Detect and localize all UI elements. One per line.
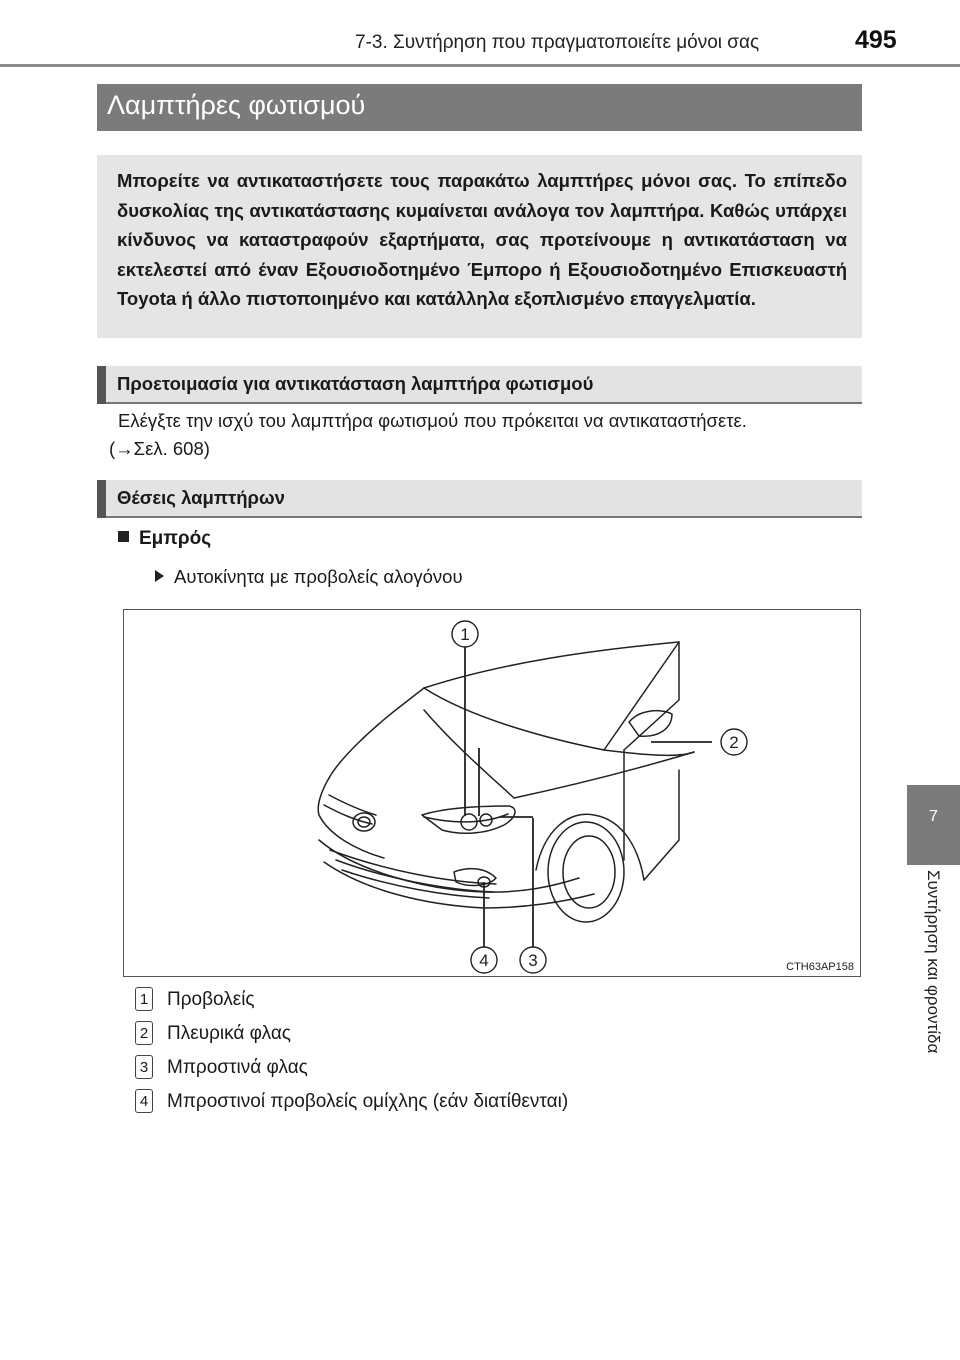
sub-bullet-label: Αυτοκίνητα με προβολείς αλογόνου xyxy=(174,566,463,587)
side-window xyxy=(624,642,679,750)
figure-code: CTH63AP158 xyxy=(786,961,854,973)
preparation-paragraph xyxy=(109,407,863,463)
page-title: Λαμπτήρες φωτισμού xyxy=(107,90,366,120)
legend-label: Μπροστινά φλας xyxy=(167,1057,308,1078)
legend-item xyxy=(135,987,255,1011)
chapter-tab-label xyxy=(921,870,945,1100)
intro-text: Μπορείτε να αντικαταστήσετε τους παρακάτω λαμπτήρες μόνοι σας. Το επίπεδο δυσκολίας της αντικατάστασης κυμαίνεται ανάλογα τον λαμπτήρα. Καθώς υπάρχει κίνδυνος να καταστραφούν εξαρτήματα, σας προτείνουμε η αντικατάσταση να εκτελεστεί από έναν Εξουσιοδοτημένο Έμπορο ή Εξουσιοδοτημένο Επισκευαστή Toyota ή άλλο πιστοποιημένο και κατάλληλα εξοπλισμένο επαγγελματία. xyxy=(117,170,847,309)
square-bullet-icon xyxy=(118,531,129,542)
legend-item xyxy=(135,1021,291,1045)
header-rule xyxy=(0,64,960,67)
section-heading: 7-3. Συντήρηση που πραγματοποιείτε μόνοι σας xyxy=(355,32,760,53)
legend-number: 3 xyxy=(135,1055,153,1079)
car-illustration xyxy=(124,610,859,975)
page-reference: (→Σελ. 608) xyxy=(109,438,210,459)
windshield-frame xyxy=(406,688,424,702)
hood-left-edge xyxy=(329,702,406,778)
legend-item xyxy=(135,1055,308,1079)
legend-number: 2 xyxy=(135,1021,153,1045)
section-title: Προετοιμασία για αντικατάσταση λαμπτήρα φωτισμού xyxy=(117,373,594,394)
callout-3: 3 xyxy=(528,951,538,970)
intro-box xyxy=(97,155,862,338)
title-bar xyxy=(97,84,862,131)
lower-grille xyxy=(330,850,496,898)
section-header-bulb-locations xyxy=(97,480,862,518)
legend-number: 4 xyxy=(135,1089,153,1113)
legend-number: 1 xyxy=(135,987,153,1011)
legend-label: Πλευρικά φλας xyxy=(167,1023,291,1044)
section-title: Θέσεις λαμπτήρων xyxy=(117,487,285,508)
page-number: 495 xyxy=(855,26,897,54)
paragraph-line: Ελέγξτε την ισχύ του λαμπτήρα φωτισμού που πρόκειται να αντικαταστήσετε. xyxy=(118,410,747,431)
front-wheel xyxy=(548,822,624,922)
chapter-label: Συντήρηση και φροντίδα xyxy=(924,870,943,1054)
upper-grille xyxy=(324,795,376,824)
side-mirror xyxy=(629,711,672,737)
legend-label: Προβολείς xyxy=(167,989,255,1010)
triangle-bullet-icon xyxy=(155,570,164,582)
hood-right-edge xyxy=(514,752,694,798)
section-header-preparation xyxy=(97,366,862,404)
legend-label: Μπροστινοί προβολείς ομίχλης (εάν διατίθενται) xyxy=(167,1091,569,1112)
bullet-front xyxy=(118,528,211,550)
callout-2: 2 xyxy=(729,733,739,752)
side-line xyxy=(644,770,679,880)
chapter-tab: 7 xyxy=(907,785,960,865)
roof-line xyxy=(424,642,679,688)
bullet-label: Εμπρός xyxy=(139,528,212,549)
legend-item xyxy=(135,1089,568,1113)
car-front-figure xyxy=(123,609,861,977)
callout-1: 1 xyxy=(460,625,470,644)
callout-4: 4 xyxy=(479,951,489,970)
sub-bullet-halogen xyxy=(155,566,463,588)
